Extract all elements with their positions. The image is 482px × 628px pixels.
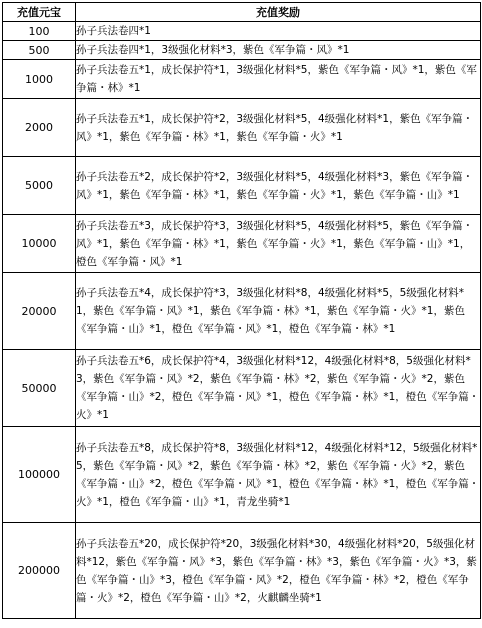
amount-cell: 20000	[3, 273, 76, 350]
header-amount: 充值元宝	[3, 3, 76, 22]
reward-cell: 孙子兵法卷五*20，成长保护符*20，3级强化材料*30，4级强化材料*20，5级强化材料*12，紫色《军争篇・风》*3，紫色《军争篇・林》*3，紫色《军争篇・火》*3，紫色《军争篇・山》*3，橙色《军争篇・风》*2，橙色《军争篇・林》*2，橙色《军争篇・火》*2，橙色《军争篇・山》*2，火麒麟坐骑*1	[76, 523, 481, 619]
table-row	[3, 523, 481, 619]
amount-cell: 100	[3, 22, 76, 41]
table-row	[3, 41, 481, 60]
table-row	[3, 60, 481, 99]
amount-cell: 50000	[3, 350, 76, 427]
header-reward: 充值奖励	[76, 3, 481, 22]
amount-cell: 10000	[3, 215, 76, 273]
table-row	[3, 22, 481, 41]
reward-cell: 孙子兵法卷五*1，成长保护符*1，3级强化材料*5，紫色《军争篇・风》*1，紫色《军争篇・林》*1	[76, 60, 481, 99]
reward-cell: 孙子兵法卷五*2，成长保护符*2，3级强化材料*5，4级强化材料*3，紫色《军争篇・风》*1，紫色《军争篇・林》*1，紫色《军争篇・火》*1，紫色《军争篇・山》*1	[76, 157, 481, 215]
reward-cell: 孙子兵法卷四*1，3级强化材料*3，紫色《军争篇・风》*1	[76, 41, 481, 60]
reward-cell: 孙子兵法卷五*6，成长保护符*4，3级强化材料*12，4级强化材料*8，5级强化材料*3，紫色《军争篇・风》*2，紫色《军争篇・林》*2，紫色《军争篇・火》*2，紫色《军争篇・山》*2，橙色《军争篇・风》*1，橙色《军争篇・林》*1，橙色《军争篇・火》*1	[76, 350, 481, 427]
reward-cell: 孙子兵法卷五*1，成长保护符*2，3级强化材料*5，4级强化材料*1，紫色《军争篇・风》*1，紫色《军争篇・林》*1，紫色《军争篇・火》*1	[76, 99, 481, 157]
table-row	[3, 99, 481, 157]
amount-cell: 200000	[3, 523, 76, 619]
amount-cell: 100000	[3, 427, 76, 523]
table-row	[3, 215, 481, 273]
table-row	[3, 350, 481, 427]
reward-cell: 孙子兵法卷五*8，成长保护符*8，3级强化材料*12，4级强化材料*12，5级强化材料*5，紫色《军争篇・风》*2，紫色《军争篇・林》*2，紫色《军争篇・火》*2，紫色《军争篇・山》*2，橙色《军争篇・风》*1，橙色《军争篇・林》*1，橙色《军争篇・火》*1，橙色《军争篇・山》*1，青龙坐骑*1	[76, 427, 481, 523]
table-row	[3, 273, 481, 350]
recharge-reward-table	[2, 2, 481, 619]
reward-cell: 孙子兵法卷四*1	[76, 22, 481, 41]
amount-cell: 500	[3, 41, 76, 60]
amount-cell: 5000	[3, 157, 76, 215]
table-row	[3, 427, 481, 523]
table-row	[3, 157, 481, 215]
reward-cell: 孙子兵法卷五*3，成长保护符*3，3级强化材料*5，4级强化材料*5，紫色《军争篇・风》*1，紫色《军争篇・林》*1，紫色《军争篇・火》*1，紫色《军争篇・山》*1，橙色《军争篇・风》*1	[76, 215, 481, 273]
amount-cell: 2000	[3, 99, 76, 157]
table-header-row	[3, 3, 481, 22]
amount-cell: 1000	[3, 60, 76, 99]
reward-cell: 孙子兵法卷五*4，成长保护符*3，3级强化材料*8，4级强化材料*5，5级强化材料*1，紫色《军争篇・风》*1，紫色《军争篇・林》*1，紫色《军争篇・火》*1，紫色《军争篇・山》*1，橙色《军争篇・风》*1，橙色《军争篇・林》*1	[76, 273, 481, 350]
